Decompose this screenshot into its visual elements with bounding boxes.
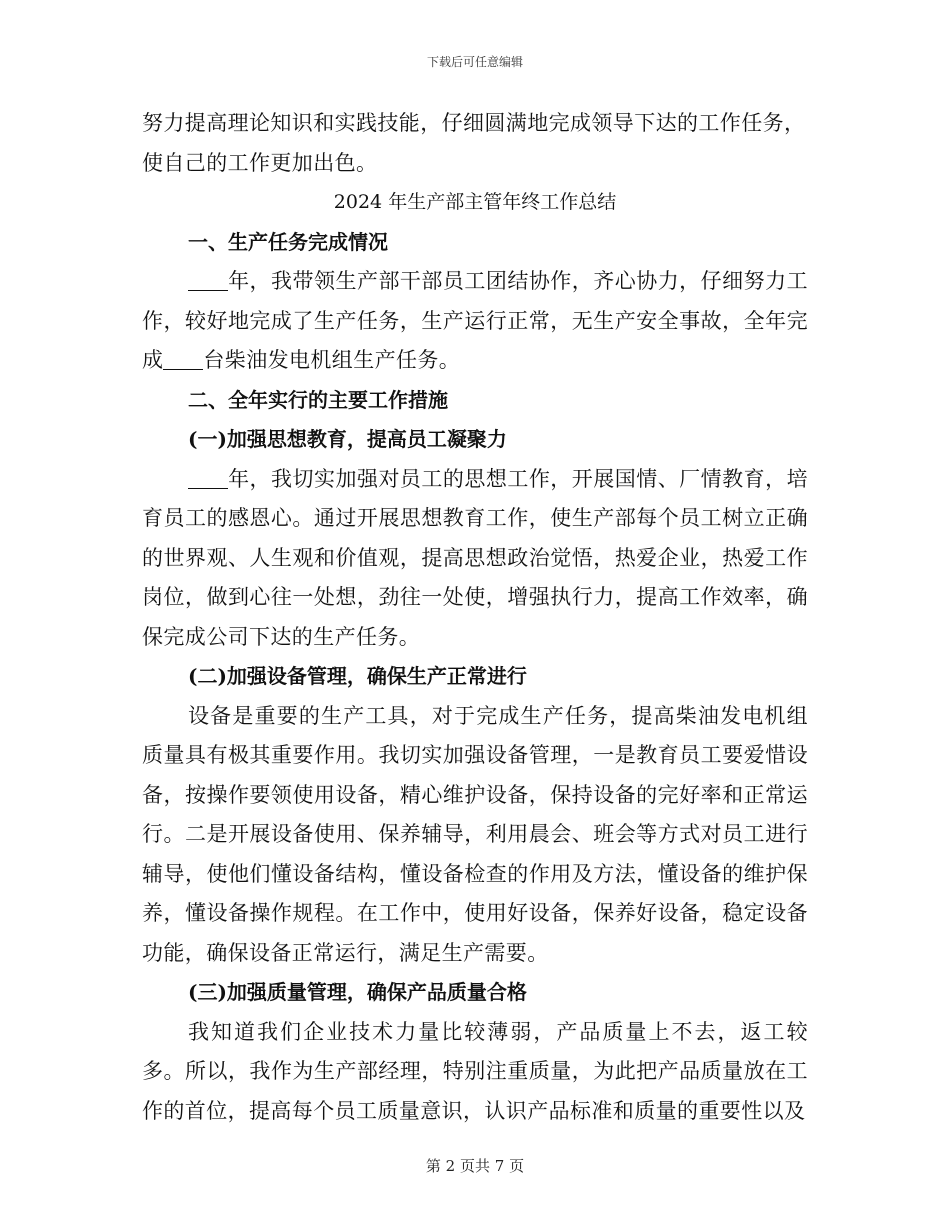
paragraph-text: 年，我带领生产部干部员工团结协作，齐心协力，仔细努力工作，较好地完成了生产任务，生产运行正常，无生产安全事故，全年完成 xyxy=(142,269,808,372)
document-body xyxy=(142,104,808,1131)
page-footer: 第 2 页共 7 页 xyxy=(425,1157,525,1175)
fill-blank-year xyxy=(188,468,228,489)
subsection-heading-1: (一)加强思想教育，提高员工凝聚力 xyxy=(188,427,507,451)
paragraph-text: 年，我切实加强对员工的思想工作，开展国情、厂情教育，培育员工的感恩心。通过开展思想教育工作，使生产部每个员工树立正确的世界观、人生观和价值观，提高思想政治觉悟，热爱企业，热爱工作岗位，做到心往一处想，劲往一处使，增强执行力，提高工作效率，确保完成公司下达的生产任务。 xyxy=(142,466,808,649)
paragraph-continued-line-2: 使自己的工作更加出色。 xyxy=(142,150,378,175)
paragraph-production-tasks xyxy=(142,262,808,381)
section-heading-2: 二、全年实行的主要工作措施 xyxy=(188,387,448,412)
document-title: 2024 年生产部主管年终工作总结 xyxy=(333,191,617,213)
fill-blank-count xyxy=(163,349,203,370)
paragraph-text: 台柴油发电机组生产任务。 xyxy=(203,348,461,372)
paragraph-quality: 我知道我们企业技术力量比较薄弱，产品质量上不去，返工较多。所以，我作为生产部经理，特别注重质量，为此把产品质量放在工作的首位，提高每个员工质量意识，认识产品标准和质量的重要性以及 xyxy=(142,1019,808,1123)
header-note: 下载后可任意编辑 xyxy=(426,55,523,69)
section-heading-1: 一、生产任务完成情况 xyxy=(188,229,388,254)
paragraph-continued-line-1: 努力提高理论知识和实践技能，仔细圆满地完成领导下达的工作任务， xyxy=(142,111,806,135)
fill-blank-year xyxy=(188,270,228,291)
paragraph-equipment: 设备是重要的生产工具，对于完成生产任务，提高柴油发电机组质量具有极其重要作用。我切实加强设备管理，一是教育员工要爱惜设备，按操作要领使用设备，精心维护设备，保持设备的完好率和正常运行。二是开展设备使用、保养辅导，利用晨会、班会等方式对员工进行辅导，使他们懂设备结构，懂设备检查的作用及方法，懂设备的维护保养，懂设备操作规程。在工作中，使用好设备，保养好设备，稳定设备功能，确保设备正常运行，满足生产需要。 xyxy=(142,703,808,965)
subsection-heading-3: (三)加强质量管理，确保产品质量合格 xyxy=(188,980,527,1004)
paragraph-continued xyxy=(142,104,808,183)
subsection-heading-2: (二)加强设备管理，确保生产正常进行 xyxy=(188,664,527,688)
paragraph-ideology xyxy=(142,460,808,658)
